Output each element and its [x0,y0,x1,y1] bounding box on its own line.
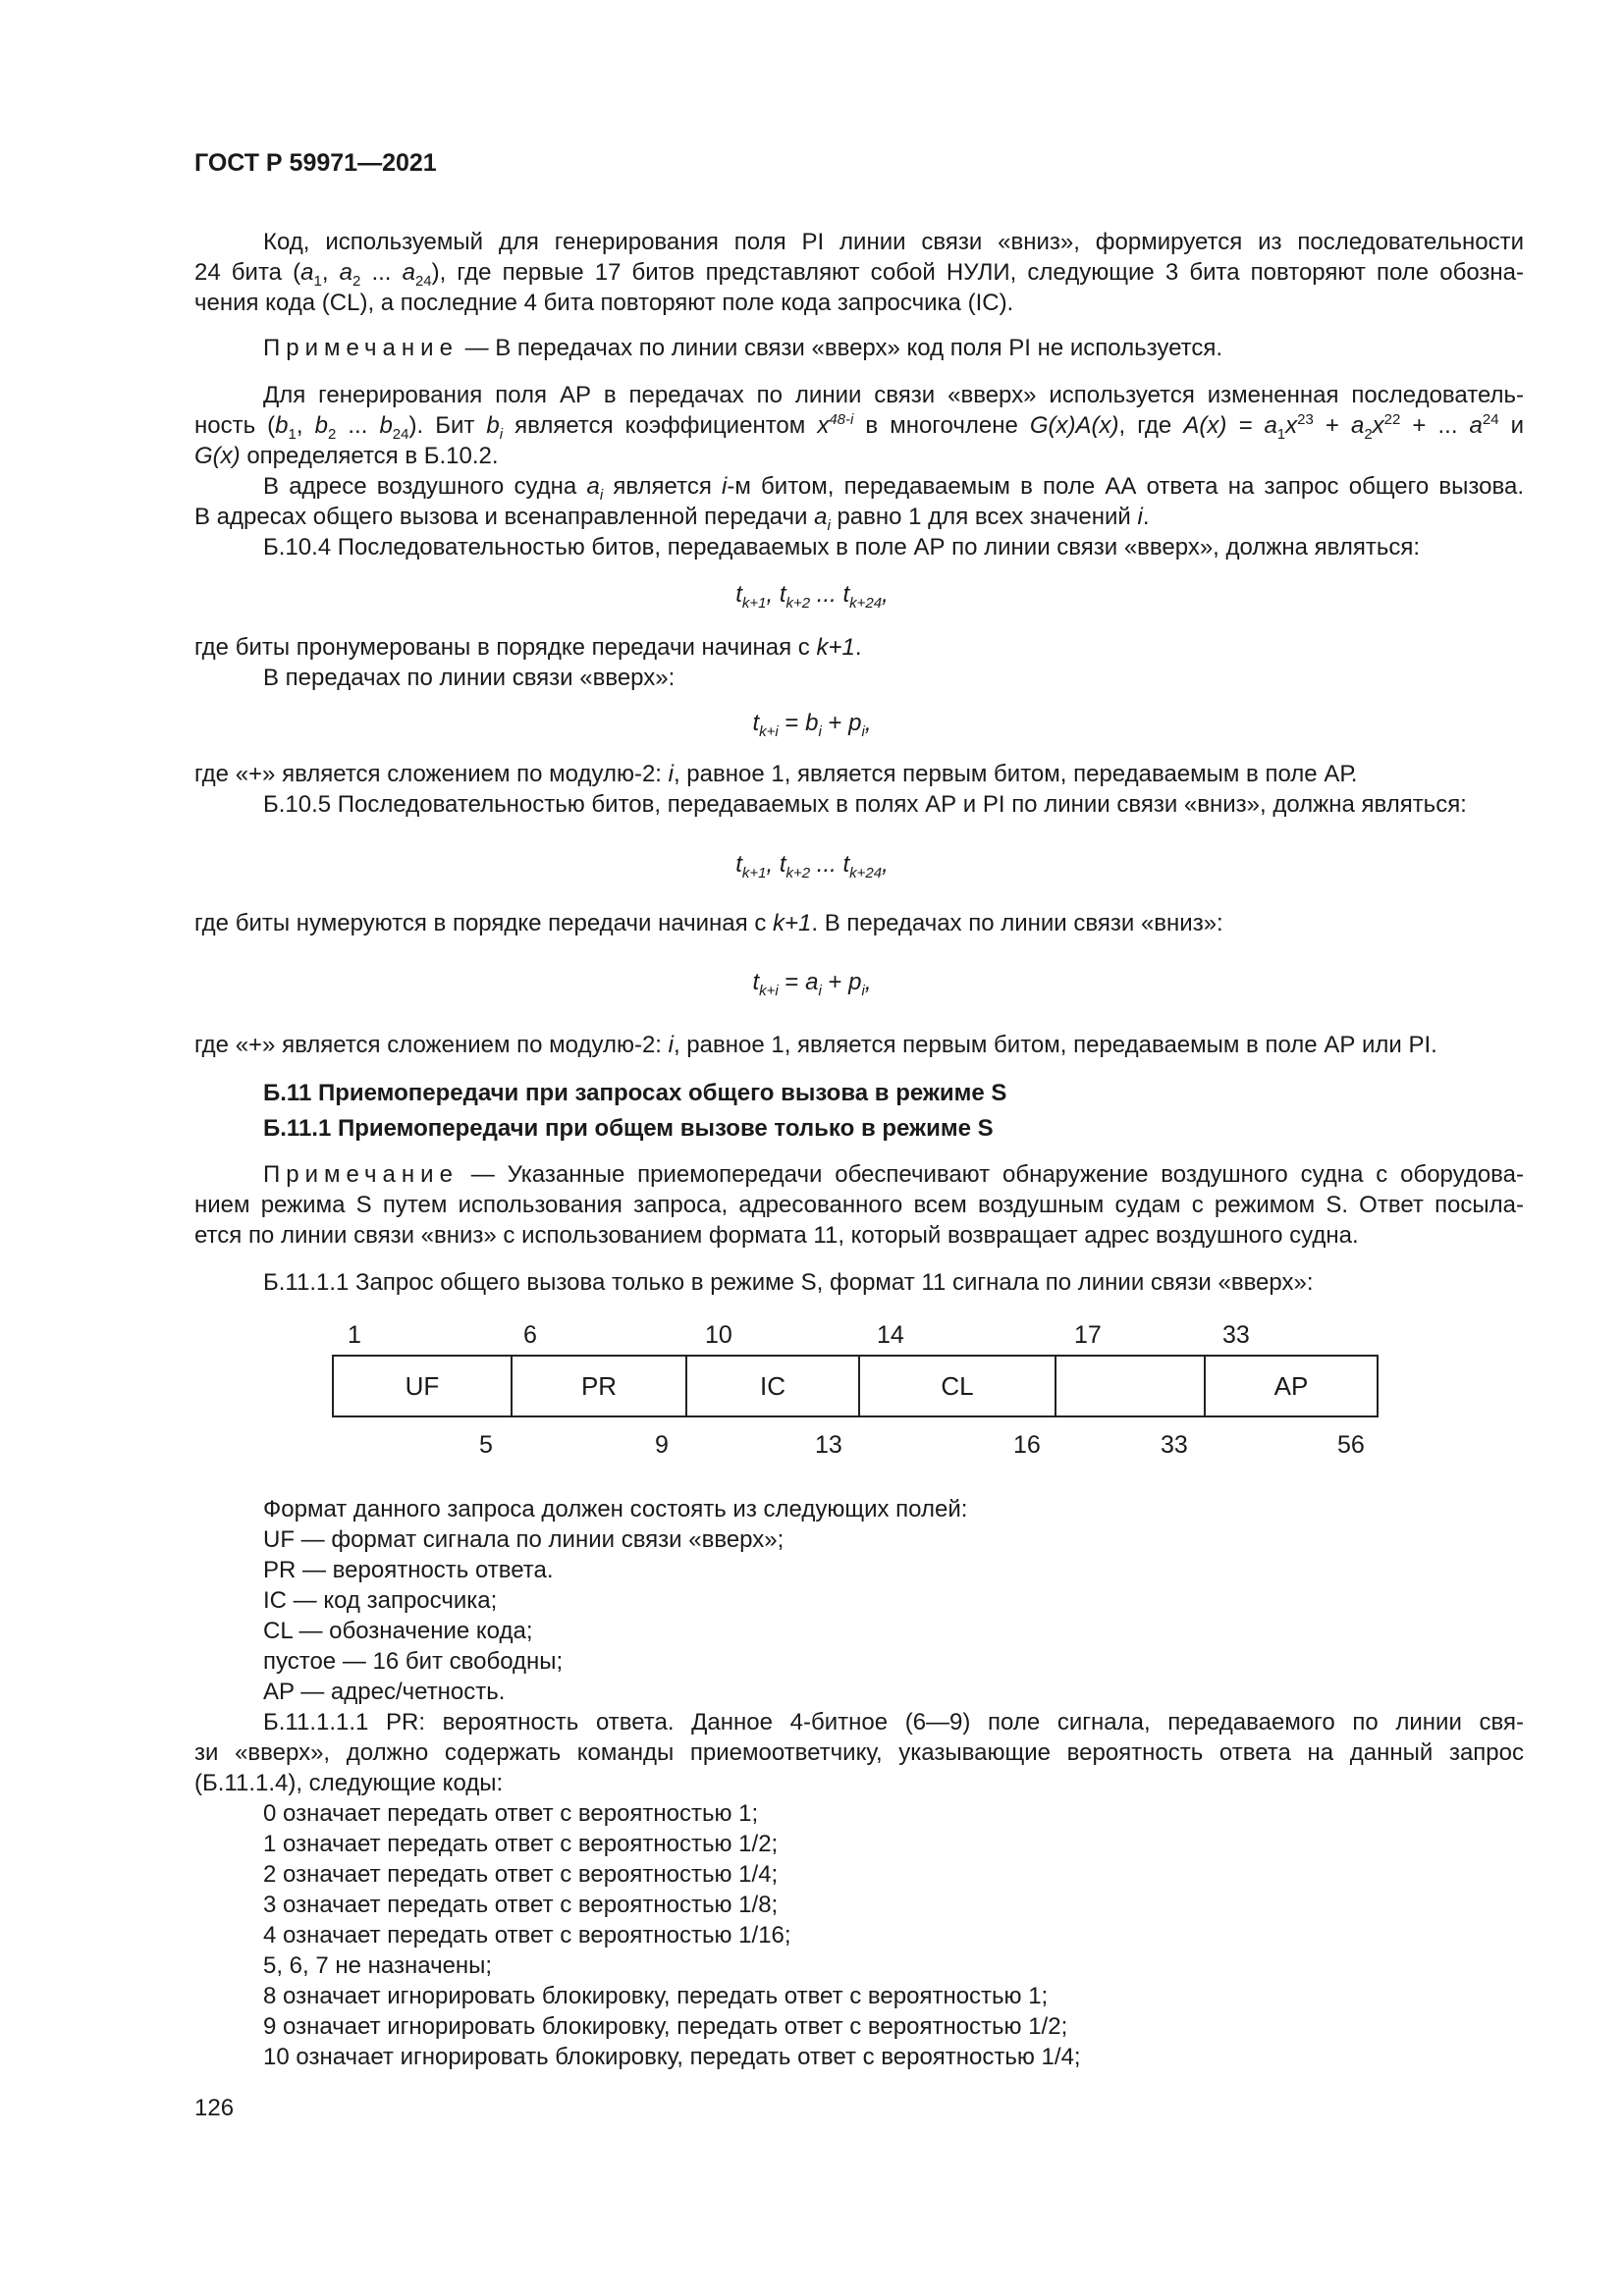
uplink-format-11-diagram [332,1355,1379,1417]
list-item: 0 означает передать ответ с вероятностью 1; [263,1800,759,1827]
field-cl: CL [860,1357,1056,1415]
bit-end-empty: 33 [1161,1431,1188,1459]
field-pr: PR [513,1357,687,1415]
list-item: 1 означает передать ответ с вероятностью 1/2; [263,1831,779,1857]
list-item: 4 означает передать ответ с вероятностью 1/16; [263,1922,791,1949]
formula-sequence: $t_{k+1}$, $t_{k+2}$ ... $t_{k+24}$, [735,851,889,881]
clause-b11-1-1: Б.11.1.1 Запрос общего вызова только в режиме S, формат 11 сигнала по линии связи «вверх»: [263,1269,1314,1296]
paragraph-line: В передачах по линии связи «вверх»: [263,665,676,691]
note-line: ется по линии связи «вниз» с использованием формата 11, который возвращает адрес воздушного судна. [194,1222,1359,1249]
section-heading: Б.11 Приемопередачи при запросах общего вызова в режиме S [263,1080,1007,1106]
paragraph-line: где «+» является сложением по модулю-2: i, равное 1, является первым битом, передаваемым в поле АР. [194,761,1358,787]
note: Примечание — В передачах по линии связи «вверх» код поля PI не используется. [263,335,1223,361]
field-empty [1056,1357,1206,1415]
paragraph-line: Формат данного запроса должен состоять из следующих полей: [263,1496,968,1522]
paragraph-line: ность ($b_1$, $b_2$ ... $b_{24}$). Бит $b_i$ является коэффициентом $x^{48-i}$ в многочлене G(x)A(x), где $A(x) = a_1x^{23} + a_2x^{22}$ + ... $a^{24}$ и [194,411,1525,443]
paragraph-line: чения кода (CL), а последние 4 бита повторяют поле кода запросчика (IC). [194,290,1014,316]
page-number: 126 [194,2095,235,2121]
paragraph-line: зи «вверх», должно содержать команды приемоответчику, указывающие вероятность ответа на данный запрос [194,1739,1524,1766]
field-definition: пустое — 16 бит свободны; [263,1648,564,1675]
bit-end-pr: 9 [655,1431,669,1459]
field-definition: IC — код запросчика; [263,1587,498,1614]
paragraph-line: Код, используемый для генерирования поля PI линии связи «вниз», формируется из последовательности [263,229,1524,255]
bit-start-ic: 10 [705,1321,732,1349]
field-definition: CL — обозначение кода; [263,1618,533,1644]
paragraph-line: где биты нумеруются в порядке передачи начиная с k+1. В передачах по линии связи «вниз»: [194,910,1223,936]
paragraph-line: В адресе воздушного судна $a_i$ является i-м битом, передаваемым в поле АА ответа на запрос общего вызова. [263,473,1524,504]
clause-b10-5: Б.10.5 Последовательностью битов, передаваемых в полях АР и PI по линии связи «вниз», должна являться: [263,791,1467,818]
bit-end-cl: 16 [1013,1431,1041,1459]
list-item: 2 означает передать ответ с вероятностью 1/4; [263,1861,779,1888]
paragraph-line: 24 бита ($a_1$, $a_2$ ... $a_{24}$), где первые 17 битов представляют собой НУЛИ, следующие 3 бита повторяют поле обозна- [194,259,1525,290]
section-heading: Б.11.1 Приемопередачи при общем вызове только в режиме S [263,1115,994,1142]
formula-uplink: $t_{k+i} = b_i + p_i$, [752,710,872,740]
paragraph-line: G(x) определяется в Б.10.2. [194,443,499,469]
field-ap: AP [1273,1371,1309,1401]
paragraph-line: Для генерирования поля АР в передачах по линии связи «вверх» используется измененная последователь- [263,382,1524,408]
list-item: 10 означает игнорировать блокировку, передать ответ с вероятностью 1/4; [263,2044,1081,2070]
bit-start-cl: 14 [877,1321,904,1349]
bit-start-pr: 6 [523,1321,537,1349]
bit-start-ap: 33 [1222,1321,1250,1349]
list-item: 3 означает передать ответ с вероятностью 1/8; [263,1892,779,1918]
bit-end-ap: 56 [1337,1431,1365,1459]
bit-start-uf: 1 [348,1321,361,1349]
paragraph-line: В адресах общего вызова и всенаправленной передачи $a_i$ равно 1 для всех значений i. [194,504,1150,534]
list-item: 9 означает игнорировать блокировку, передать ответ с вероятностью 1/2; [263,2013,1068,2040]
paragraph-line: где биты пронумерованы в порядке передачи начиная с k+1. [194,634,862,661]
paragraph-line: (Б.11.1.4), следующие коды: [194,1770,504,1796]
clause-b10-4: Б.10.4 Последовательностью битов, передаваемых в поле АР по линии связи «вверх», должна являться: [263,534,1421,561]
note-line: нием режима S путем использования запроса, адресованного всем воздушным судам с режимом S. Ответ посыла- [194,1192,1524,1218]
bit-end-uf: 5 [479,1431,493,1459]
formula-downlink: $t_{k+i} = a_i + p_i$, [752,969,872,999]
bit-start-empty: 17 [1074,1321,1102,1349]
field-uf: UF [334,1357,513,1415]
field-definition: AP — адрес/четность. [263,1679,506,1705]
bit-end-ic: 13 [815,1431,842,1459]
field-definition: UF — формат сигнала по линии связи «вверх»; [263,1526,785,1553]
paragraph-line: Б.11.1.1.1 PR: вероятность ответа. Данное 4-битное (6—9) поле сигнала, передаваемого по линии свя- [263,1709,1524,1735]
paragraph-line: где «+» является сложением по модулю-2: i, равное 1, является первым битом, передаваемым в поле АР или PI. [194,1032,1437,1058]
list-item: 5, 6, 7 не назначены; [263,1952,493,1979]
formula-sequence: $t_{k+1}$, $t_{k+2}$ ... $t_{k+24}$, [735,581,889,612]
document-header: ГОСТ Р 59971—2021 [194,149,437,177]
field-definition: PR — вероятность ответа. [263,1557,554,1583]
field-ic: IC [687,1357,860,1415]
note: Примечание — Указанные приемопередачи обеспечивают обнаружение воздушного судна с оборудова- [263,1161,1524,1188]
list-item: 8 означает игнорировать блокировку, передать ответ с вероятностью 1; [263,1983,1049,2009]
